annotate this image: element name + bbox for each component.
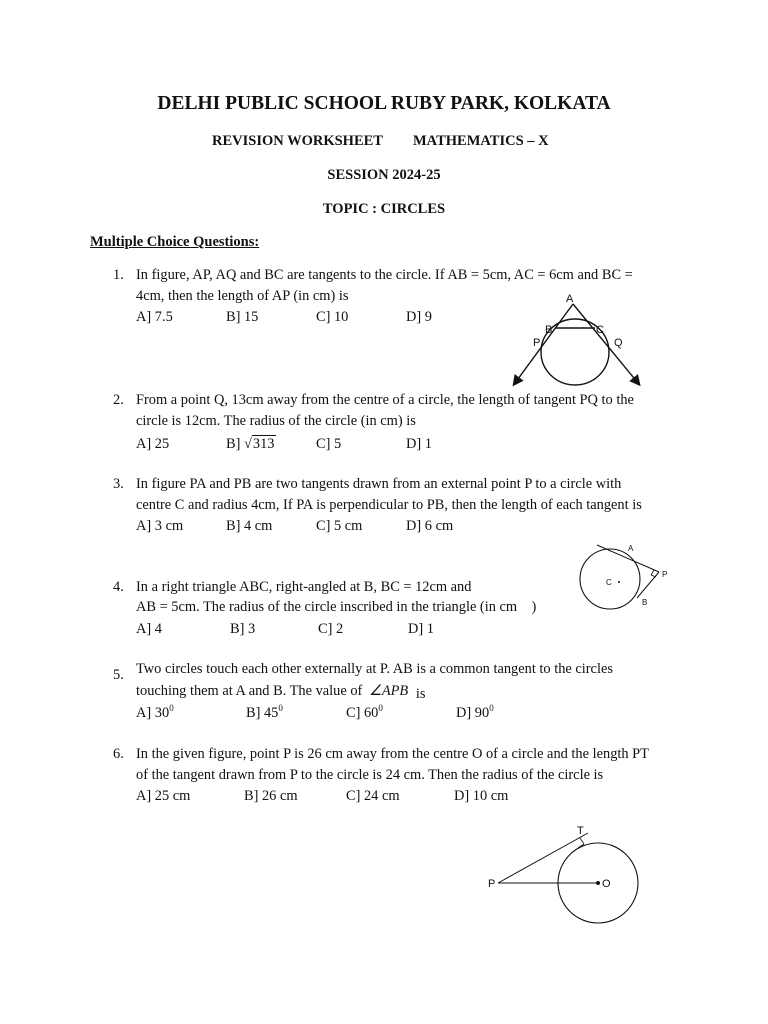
label-a: A bbox=[628, 544, 634, 553]
label-b: B bbox=[545, 324, 553, 336]
option-b-label: B] bbox=[226, 436, 241, 452]
degree-sup: 0 bbox=[378, 703, 383, 714]
label-c: C bbox=[606, 578, 612, 587]
question-text-line: circle is 12cm. The radius of the circle (in cm) is bbox=[136, 413, 416, 429]
label-q: Q bbox=[614, 337, 623, 349]
option-a bbox=[136, 703, 174, 724]
option-c bbox=[346, 703, 383, 724]
section-title: Multiple Choice Questions: bbox=[90, 234, 260, 250]
option-d: D] 10 cm bbox=[454, 788, 509, 804]
question-number: 5. bbox=[113, 667, 124, 683]
option-c: C] 5 cm bbox=[316, 518, 363, 534]
figure-3-tangents bbox=[575, 540, 680, 615]
worksheet-label: REVISION WORKSHEET bbox=[212, 133, 383, 149]
option-d: D] 9 bbox=[406, 309, 432, 325]
option-c: C] 2 bbox=[318, 621, 344, 637]
option-b: B] 15 bbox=[226, 309, 259, 325]
question-text-line: In the given figure, point P is 26 cm away from the centre O of a circle and the length PT bbox=[136, 746, 649, 762]
option-a: A] 25 cm bbox=[136, 788, 191, 804]
label-b: B bbox=[642, 598, 648, 607]
label-o: O bbox=[602, 878, 611, 890]
label-p: P bbox=[533, 337, 541, 349]
question-number: 1. bbox=[113, 267, 124, 283]
question-text: touching them at A and B. The value of bbox=[136, 683, 363, 699]
option-b: B] 4 cm bbox=[226, 518, 273, 534]
option-a: A] 3 cm bbox=[136, 518, 184, 534]
question-text-line: From a point Q, 13cm away from the centre of a circle, the length of tangent PQ to the bbox=[136, 392, 634, 408]
option-b-text: B] 45 bbox=[246, 705, 279, 721]
question-text-line: In figure PA and PB are two tangents drawn from an external point P to a circle with bbox=[136, 476, 622, 492]
option-b: B] 26 cm bbox=[244, 788, 298, 804]
subject-label: MATHEMATICS – X bbox=[413, 133, 549, 149]
label-a: A bbox=[566, 293, 574, 305]
option-c: C] 24 cm bbox=[346, 788, 400, 804]
school-title: DELHI PUBLIC SCHOOL RUBY PARK, KOLKATA bbox=[157, 93, 611, 114]
option-c: C] 5 bbox=[316, 436, 342, 452]
label-p: P bbox=[662, 570, 668, 579]
option-c: C] 10 bbox=[316, 309, 349, 325]
label-t: T bbox=[577, 825, 584, 837]
angle-apb: ∠APB bbox=[368, 683, 409, 699]
topic-label: TOPIC : CIRCLES bbox=[322, 201, 446, 217]
question-text-line: centre C and radius 4cm, If PA is perpendicular to PB, then the length of each tangent is bbox=[136, 497, 642, 513]
option-b bbox=[226, 434, 276, 455]
option-a-text: A] 30 bbox=[136, 705, 170, 721]
degree-sup: 0 bbox=[278, 703, 283, 714]
question-text-line: 4cm, then the length of AP (in cm) is bbox=[136, 288, 349, 304]
sqrt-symbol: √ bbox=[244, 436, 252, 452]
option-d: D] 6 cm bbox=[406, 518, 454, 534]
question-number: 3. bbox=[113, 476, 124, 492]
option-c-text: C] 60 bbox=[346, 705, 379, 721]
option-d: D] 1 bbox=[408, 621, 434, 637]
label-c: C bbox=[596, 324, 604, 336]
question-text-line: AB = 5cm. The radius of the circle inscribed in the triangle (in cm ) bbox=[136, 599, 537, 615]
question-text-line: Two circles touch each other externally at P. AB is a common tangent to the circles bbox=[136, 661, 613, 677]
figure-1-tangents bbox=[505, 288, 645, 398]
option-a: A] 25 bbox=[136, 436, 170, 452]
option-a: A] 4 bbox=[136, 621, 162, 637]
question-number: 2. bbox=[113, 392, 124, 408]
question-number: 6. bbox=[113, 746, 124, 762]
degree-sup: 0 bbox=[489, 703, 494, 714]
angle-suffix: is bbox=[415, 686, 426, 702]
label-p: P bbox=[488, 878, 496, 890]
figure-6-tangent bbox=[480, 820, 650, 950]
question-text-line-2 bbox=[136, 681, 425, 702]
option-d bbox=[456, 703, 494, 724]
question-number: 4. bbox=[113, 579, 124, 595]
option-a: A] 7.5 bbox=[136, 309, 173, 325]
degree-sup: 0 bbox=[169, 703, 174, 714]
question-text-line: In figure, AP, AQ and BC are tangents to the circle. If AB = 5cm, AC = 6cm and BC = bbox=[136, 267, 633, 283]
option-b bbox=[246, 703, 283, 724]
option-d-text: D] 90 bbox=[456, 705, 490, 721]
option-b: B] 3 bbox=[230, 621, 256, 637]
sqrt-radicand: 313 bbox=[252, 436, 275, 452]
session-label: SESSION 2024-25 bbox=[327, 167, 441, 183]
question-text-line: In a right triangle ABC, right-angled at B, BC = 12cm and bbox=[136, 579, 472, 595]
question-text-line: of the tangent drawn from P to the circle is 24 cm. Then the radius of the circle is bbox=[136, 767, 604, 783]
option-d: D] 1 bbox=[406, 436, 432, 452]
